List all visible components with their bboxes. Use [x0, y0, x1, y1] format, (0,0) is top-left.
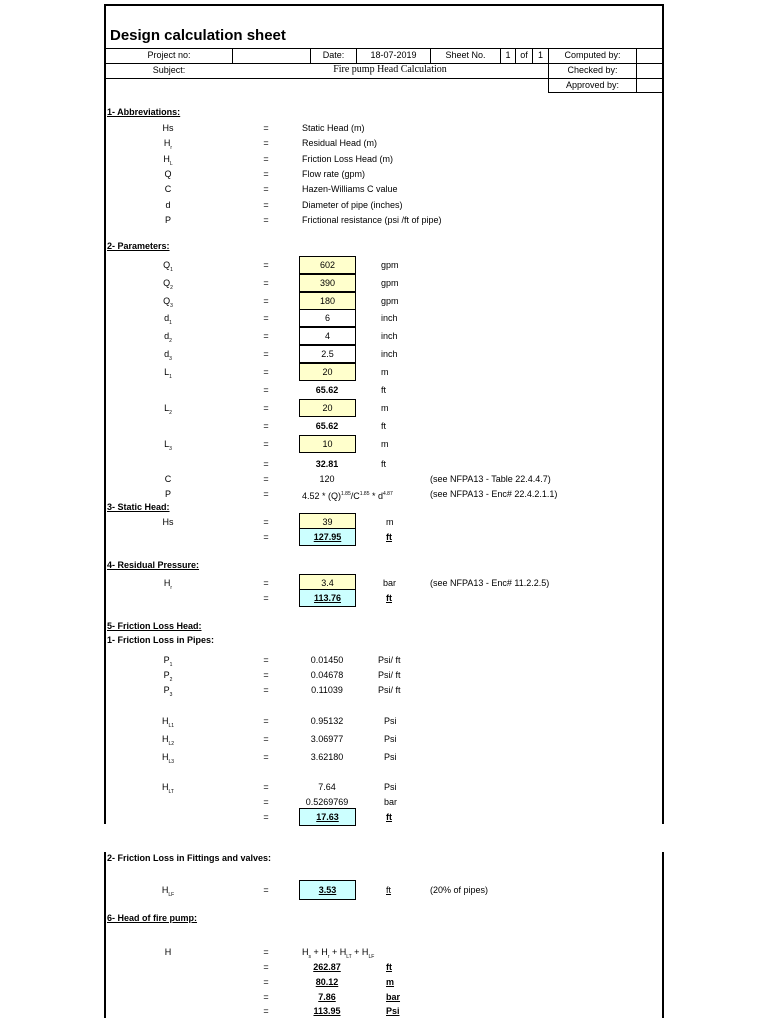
sheet-of: of: [520, 50, 528, 60]
equals-sign: =: [263, 459, 269, 469]
equals-sign: =: [263, 349, 269, 359]
equals-sign: =: [263, 403, 269, 413]
unit-label: ft: [386, 885, 392, 895]
symbol-label: $Q_3$: [163, 296, 173, 309]
unit-label: gpm: [381, 278, 399, 288]
fittings-loss-value-cell[interactable]: 3.53: [299, 880, 356, 900]
friction-value: 3.62180: [310, 752, 344, 762]
symbol-label: $H_{L1}$: [161, 716, 175, 729]
symbol-label: Hs: [162, 123, 174, 133]
parameter-value-cell[interactable]: 20: [299, 399, 356, 417]
symbol-label: P: [164, 214, 171, 225]
equals-sign: =: [263, 367, 269, 377]
equals-sign: =: [263, 947, 269, 957]
unit-label: inch: [381, 349, 398, 359]
parameter-value: 120: [319, 474, 335, 484]
abbreviation-description: Frictional resistance (psi /ft of pipe): [302, 214, 442, 225]
unit-label: Psi: [384, 716, 397, 726]
section-pump-head-heading: 6- Head of fire pump:: [107, 913, 198, 923]
equals-sign: =: [263, 296, 269, 306]
friction-value: 7.64: [318, 782, 336, 792]
symbol-label: $L_3$: [164, 439, 172, 452]
residual-head-symbol: $H_r$: [163, 578, 173, 591]
unit-label: ft: [381, 385, 387, 395]
parameter-value: 32.81: [315, 459, 339, 469]
abbreviation-description: Diameter of pipe (inches): [302, 199, 403, 210]
unit-label: Psi/ ft: [378, 670, 401, 680]
unit-label: inch: [381, 313, 398, 323]
parameter-value-cell[interactable]: 10: [299, 435, 356, 453]
unit-label: m: [381, 439, 389, 449]
sheet-top-border: [104, 4, 664, 6]
equals-sign: =: [263, 153, 269, 164]
date-value: 18-07-2019: [370, 50, 417, 60]
friction-value: 0.04678: [310, 670, 344, 680]
unit-label: Psi: [386, 1006, 400, 1016]
symbol-label: $H_{LT}$: [162, 782, 174, 795]
equals-sign: =: [263, 812, 269, 822]
grid-line: [636, 48, 637, 93]
equals-sign: =: [263, 716, 269, 726]
sheet-right-border: [662, 4, 664, 824]
unit-label: bar: [383, 578, 397, 588]
equals-sign: =: [263, 992, 269, 1002]
equals-sign: =: [263, 474, 269, 484]
equals-sign: =: [263, 593, 269, 603]
section-friction-loss-heading: 5- Friction Loss Head:: [107, 621, 202, 631]
parameter-value: 65.62: [315, 421, 339, 431]
equals-sign: =: [263, 782, 269, 792]
section-parameters-heading: 2- Parameters:: [107, 241, 170, 251]
symbol-label: $d_3$: [164, 349, 172, 362]
unit-label: Psi/ ft: [378, 685, 401, 695]
sheet-title: Design calculation sheet: [110, 27, 286, 44]
unit-label: m: [381, 403, 389, 413]
reference-note: (see NFPA13 - Enc# 11.2.2.5): [430, 578, 550, 588]
pump-head-value: 80.12: [315, 977, 339, 987]
equals-sign: =: [263, 421, 269, 431]
symbol-label: C: [164, 184, 172, 195]
symbol-label: $L_2$: [164, 403, 172, 416]
pump-head-symbol: H: [164, 947, 172, 957]
sheet-left-border: [104, 4, 106, 824]
friction-value: 0.95132: [310, 716, 344, 726]
symbol-label: $d_2$: [164, 331, 172, 344]
computed-by-label: Computed by:: [564, 50, 621, 60]
unit-label: ft: [386, 593, 392, 603]
equals-sign: =: [263, 578, 269, 588]
symbol-label: $P_3$: [163, 685, 173, 698]
symbol-label: $d_1$: [164, 313, 172, 326]
approved-by-label: Approved by:: [565, 80, 620, 90]
symbol-label: $Q_2$: [163, 278, 173, 291]
friction-loss-pipes-subheading: 1- Friction Loss in Pipes:: [107, 635, 215, 645]
section-static-head-heading: 3- Static Head:: [107, 502, 170, 512]
equals-sign: =: [263, 214, 269, 225]
symbol-label: $H_L$: [163, 153, 173, 167]
grid-line: [548, 92, 664, 93]
unit-label: Psi: [384, 782, 397, 792]
sheet-left-border-2: [104, 852, 106, 1018]
unit-label: ft: [386, 532, 392, 542]
equals-sign: =: [263, 685, 269, 695]
reference-note: (see NFPA13 - Enc# 22.4.2.1.1): [430, 489, 558, 499]
abbreviation-description: Residual Head (m): [302, 138, 378, 149]
parameter-value-cell[interactable]: 4: [299, 327, 356, 345]
equals-sign: =: [263, 962, 269, 972]
equals-sign: =: [263, 260, 269, 270]
unit-label: inch: [381, 331, 398, 341]
unit-label: m: [386, 977, 395, 987]
equals-sign: =: [263, 752, 269, 762]
equals-sign: =: [263, 655, 269, 665]
subject-label: Subject:: [152, 65, 186, 75]
abbreviation-description: Hazen-Williams C value: [302, 184, 398, 195]
unit-label: gpm: [381, 260, 399, 270]
equals-sign: =: [263, 532, 269, 542]
equals-sign: =: [263, 670, 269, 680]
residual-pressure-value-cell[interactable]: 3.4: [299, 574, 356, 592]
equals-sign: =: [263, 331, 269, 341]
parameter-value-cell[interactable]: 602: [299, 256, 356, 274]
equals-sign: =: [263, 439, 269, 449]
symbol-label: P: [164, 489, 171, 499]
friction-loss-fittings-subheading: 2- Friction Loss in Fittings and valves:: [107, 853, 272, 863]
unit-label: bar: [386, 992, 401, 1002]
parameter-value-cell[interactable]: 180: [299, 292, 356, 310]
pump-head-value: 262.87: [313, 962, 341, 972]
symbol-label: $H_r$: [163, 138, 173, 152]
unit-label: bar: [384, 797, 398, 807]
unit-label: ft: [386, 812, 392, 822]
friction-value: 0.11039: [311, 685, 343, 695]
symbol-label: $P_1$: [163, 655, 173, 668]
checked-by-label: Checked by:: [567, 65, 618, 75]
unit-label: m: [386, 517, 394, 527]
total-friction-ft-cell[interactable]: 17.63: [299, 808, 356, 826]
unit-label: ft: [381, 459, 387, 469]
equals-sign: =: [263, 517, 269, 527]
equals-sign: =: [263, 489, 269, 499]
symbol-label: $H_{L3}$: [161, 752, 175, 765]
residual-pressure-ft-cell[interactable]: 113.76: [299, 589, 356, 607]
equals-sign: =: [263, 797, 269, 807]
parameter-value-cell[interactable]: 2.5: [299, 345, 356, 363]
friction-value: 3.06977: [310, 734, 344, 744]
sheet-total: 1: [537, 50, 543, 60]
abbreviation-description: Flow rate (gpm): [302, 168, 366, 179]
sheet-number: 1: [505, 50, 511, 60]
parameter-value: 65.62: [315, 385, 339, 395]
friction-value: 0.5269769: [305, 797, 349, 807]
equals-sign: =: [263, 1006, 269, 1016]
symbol-label: $L_1$: [164, 367, 172, 380]
equals-sign: =: [263, 385, 269, 395]
grid-line: [232, 48, 233, 63]
reference-note: (20% of pipes): [430, 885, 489, 895]
equals-sign: =: [263, 199, 269, 210]
parameter-value-cell[interactable]: 390: [299, 274, 356, 292]
sheet-right-border-2: [662, 852, 664, 1018]
friction-value: 0.01450: [310, 655, 344, 665]
abbreviation-description: Static Head (m): [302, 123, 365, 133]
unit-label: Psi: [384, 752, 397, 762]
unit-label: Psi/ ft: [378, 655, 401, 665]
reference-note: (see NFPA13 - Table 22.4.4.7): [430, 474, 551, 484]
section-abbreviations-heading: 1- Abbreviations:: [107, 107, 181, 117]
grid-line: [104, 78, 664, 79]
symbol-label: C: [164, 474, 172, 484]
subject-value: Fire pump Head Calculation: [333, 64, 447, 75]
unit-label: m: [381, 367, 389, 377]
pump-head-value: 113.95: [313, 1006, 341, 1016]
equals-sign: =: [263, 734, 269, 744]
symbol-label: Q: [164, 168, 172, 179]
unit-label: ft: [386, 962, 392, 972]
static-head-ft-cell[interactable]: 127.95: [299, 528, 356, 546]
equals-sign: =: [263, 168, 269, 179]
pump-head-value: 7.86: [318, 992, 336, 1002]
grid-line: [104, 48, 664, 49]
project-label: Project no:: [147, 50, 191, 60]
unit-label: ft: [381, 421, 387, 431]
symbol-label: $P_2$: [163, 670, 173, 683]
unit-label: gpm: [381, 296, 399, 306]
abbreviation-description: Friction Loss Head (m): [302, 153, 394, 164]
date-label: Date:: [322, 50, 345, 60]
equals-sign: =: [263, 278, 269, 288]
parameter-value-cell[interactable]: 20: [299, 363, 356, 381]
sheet-no-label: Sheet No.: [445, 50, 486, 60]
symbol-label: d: [165, 199, 171, 210]
symbol-label: $H_{L2}$: [161, 734, 175, 747]
equals-sign: =: [263, 123, 269, 133]
equals-sign: =: [263, 184, 269, 195]
equals-sign: =: [263, 138, 269, 149]
hlf-symbol: $H_{LF}$: [161, 885, 175, 898]
hazen-williams-formula: $4.52 * (Q)^{1.85}/C^{1.85} * d^{4.87}$: [302, 491, 393, 501]
equals-sign: =: [263, 885, 269, 895]
symbol-label: $Q_1$: [163, 260, 173, 273]
parameter-value-cell[interactable]: 6: [299, 309, 356, 327]
equals-sign: =: [263, 313, 269, 323]
unit-label: Psi: [384, 734, 397, 744]
pump-head-formula: $H_s + H_r + H_{LT} + H_{LF}$: [302, 947, 375, 960]
equals-sign: =: [263, 977, 269, 987]
static-head-value-cell[interactable]: 39: [299, 513, 356, 531]
section-residual-pressure-heading: 4- Residual Pressure:: [107, 560, 200, 570]
static-head-symbol: Hs: [162, 517, 174, 527]
